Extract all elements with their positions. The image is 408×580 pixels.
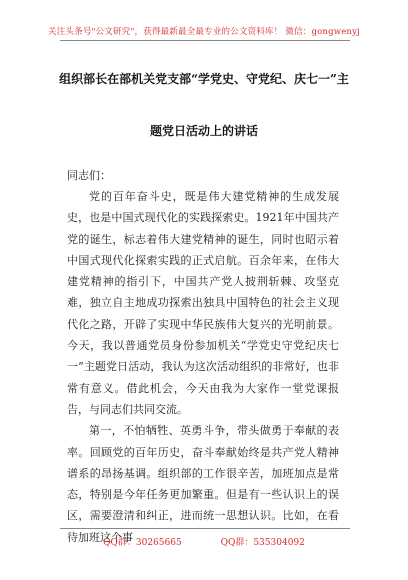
footer-qq-group-2: QQ群：535304092 bbox=[220, 538, 305, 548]
header-banner: 关注头条号"公文研究"，获得最新最全最专业的公文资料库！ 微信：gongwenyj bbox=[48, 27, 360, 37]
footer-qq-group-1: QQ群：30265665 bbox=[103, 538, 182, 548]
header-divider bbox=[60, 40, 350, 41]
footer bbox=[0, 535, 408, 548]
document-title-line-1: 组织部长在部机关党支部“学党史、守党纪、庆七一”主 bbox=[59, 72, 349, 86]
footer-divider bbox=[60, 528, 350, 529]
salutation: 同志们： bbox=[67, 169, 111, 182]
body-paragraph: 第一，不怕牺牲、英勇斗争，带头做勇于奉献的表率。回顾党的百年历史，奋斗奉献始终是共产党人精神谱系的昂扬基调。组织部的工作很辛苦，加班加点是常态，特别是今年任务更加繁重。但是有一些认识上的误区，需要澄清和纠正，进而统一思想认识。比如，在看待加班这个事 bbox=[67, 424, 339, 544]
document-body bbox=[67, 186, 339, 548]
body-paragraph: 党的百年奋斗史，既是伟大建党精神的生成发展史，也是中国式现代化的实践探索史。1921年中国共产党的诞生，标志着伟大建党精神的诞生，同时也昭示着中国式现代化探索实践的正式启航。百余年来，在伟大建党精神的指引下，中国共产党人披荆斩棘、攻坚克难，独立自主地成功探索出独具中国特色的社会主义现代化之路，开辟了实现中华民族伟大复兴的光明前景。今天，我以普通党员身份参加机关“学党史守党纪庆七一”主题党日活动，我认为这次活动组织的非常好，也非常有意义。借此机会，今天由我为大家作一堂党课报告，与同志们共同交流。 bbox=[67, 190, 339, 416]
document-title-line-2: 题党日活动上的讲话 bbox=[149, 124, 258, 138]
